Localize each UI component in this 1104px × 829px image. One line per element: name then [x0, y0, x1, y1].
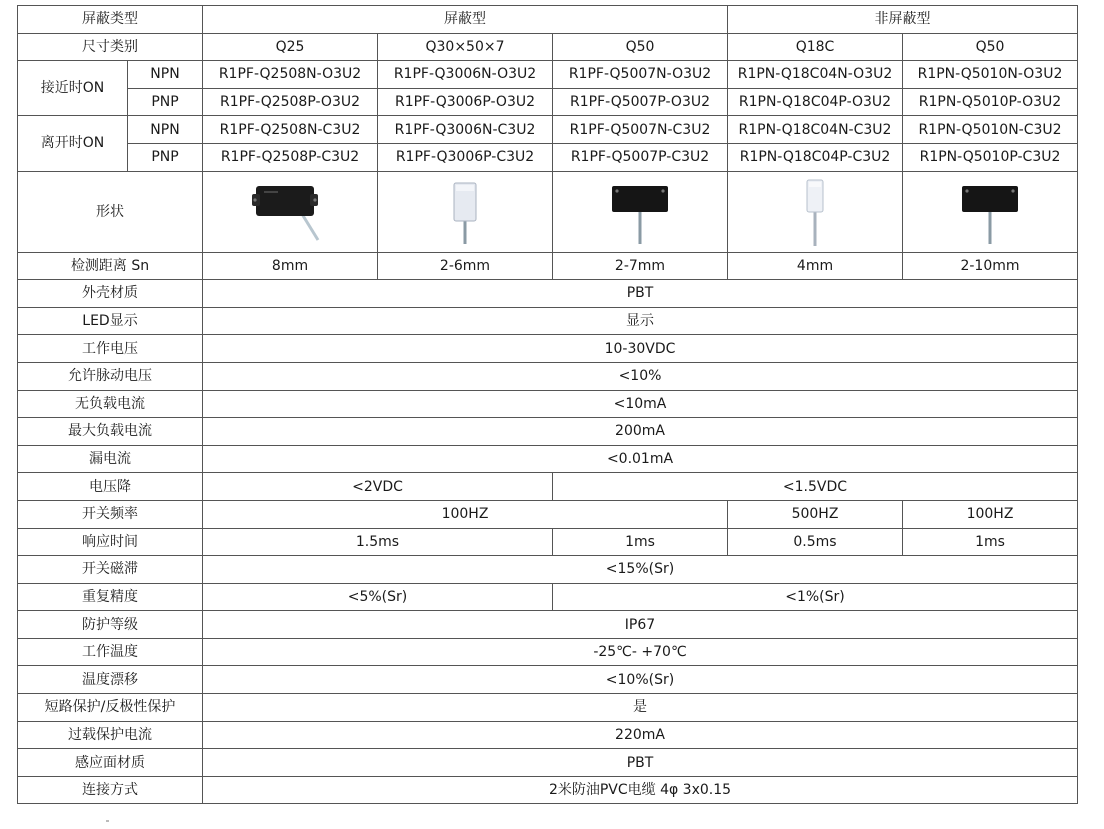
shielded-header: 屏蔽型 [203, 6, 728, 34]
model-cell: R1PF-Q5007N-C3U2 [553, 116, 728, 144]
model-cell: R1PN-Q5010P-C3U2 [903, 143, 1078, 171]
sensor-q30-icon [415, 174, 515, 250]
cell-label: 漏电流 [18, 445, 203, 473]
model-cell: R1PN-Q18C04P-C3U2 [728, 143, 903, 171]
shape-cell [203, 171, 378, 252]
size-cell: Q50 [553, 33, 728, 61]
row-ripple [18, 362, 1078, 390]
value-cell: 1ms [553, 528, 728, 556]
cell-label: 工作温度 [18, 638, 203, 666]
stray-mark [106, 820, 109, 822]
value-cell: 2-10mm [903, 252, 1078, 280]
spec-table-wrapper [17, 5, 1078, 804]
row-shape [18, 171, 1078, 252]
cell-label: 温度漂移 [18, 666, 203, 694]
shape-cell [903, 171, 1078, 252]
row-leak [18, 445, 1078, 473]
shape-label: 形状 [18, 171, 203, 252]
shape-cell [378, 171, 553, 252]
size-cell: Q18C [728, 33, 903, 61]
row-overload [18, 721, 1078, 749]
npn-label: NPN [128, 61, 203, 89]
model-cell: R1PF-Q3006N-C3U2 [378, 116, 553, 144]
model-cell: R1PN-Q5010P-O3U2 [903, 88, 1078, 116]
model-cell: R1PN-Q18C04N-O3U2 [728, 61, 903, 89]
row-drop [18, 473, 1078, 501]
sensor-q50-icon [590, 174, 690, 250]
value-cell: <15%(Sr) [203, 556, 1078, 584]
approach-on-label: 接近时ON [18, 61, 128, 116]
value-cell: 2-7mm [553, 252, 728, 280]
value-cell: <10%(Sr) [203, 666, 1078, 694]
cell-label: 屏蔽类型 [18, 6, 203, 34]
value-cell: 10-30VDC [203, 335, 1078, 363]
cell-label: 最大负载电流 [18, 418, 203, 446]
sensor-q18c-icon [765, 174, 865, 250]
model-cell: R1PF-Q5007P-O3U2 [553, 88, 728, 116]
row-approach-pnp [18, 88, 1078, 116]
value-cell: PBT [203, 749, 1078, 777]
value-cell: 8mm [203, 252, 378, 280]
cell-label: 连接方式 [18, 776, 203, 804]
value-cell: <10mA [203, 390, 1078, 418]
model-cell: R1PF-Q3006N-O3U2 [378, 61, 553, 89]
value-cell: 100HZ [203, 500, 728, 528]
row-size [18, 33, 1078, 61]
cell-label: 无负载电流 [18, 390, 203, 418]
row-response [18, 528, 1078, 556]
row-maxload [18, 418, 1078, 446]
value-cell: 2米防油PVC电缆 4φ 3x0.15 [203, 776, 1078, 804]
cell-label: 响应时间 [18, 528, 203, 556]
model-cell: R1PF-Q5007N-O3U2 [553, 61, 728, 89]
value-cell: 1.5ms [203, 528, 553, 556]
value-cell: <1%(Sr) [553, 583, 1078, 611]
row-face [18, 749, 1078, 777]
row-leave-pnp [18, 143, 1078, 171]
model-cell: R1PF-Q2508P-C3U2 [203, 143, 378, 171]
cell-label: 短路保护/反极性保护 [18, 694, 203, 722]
pnp-label: PNP [128, 88, 203, 116]
row-connection [18, 776, 1078, 804]
row-noload [18, 390, 1078, 418]
cell-label: 外壳材质 [18, 280, 203, 308]
model-cell: R1PF-Q5007P-C3U2 [553, 143, 728, 171]
value-cell: 2-6mm [378, 252, 553, 280]
spec-table [17, 5, 1078, 804]
model-cell: R1PF-Q2508N-O3U2 [203, 61, 378, 89]
size-cell: Q30×50×7 [378, 33, 553, 61]
value-cell: -25℃- +70℃ [203, 638, 1078, 666]
row-protect [18, 694, 1078, 722]
cell-label: 防护等级 [18, 611, 203, 639]
pnp-label: PNP [128, 143, 203, 171]
value-cell: 0.5ms [728, 528, 903, 556]
value-cell: 显示 [203, 307, 1078, 335]
row-approach-npn [18, 61, 1078, 89]
value-cell: 4mm [728, 252, 903, 280]
leave-on-label: 离开时ON [18, 116, 128, 171]
size-cell: Q25 [203, 33, 378, 61]
value-cell: <1.5VDC [553, 473, 1078, 501]
row-drift [18, 666, 1078, 694]
cell-label: 开关频率 [18, 500, 203, 528]
npn-label: NPN [128, 116, 203, 144]
value-cell: 500HZ [728, 500, 903, 528]
cell-label: 工作电压 [18, 335, 203, 363]
cell-label: 开关磁滞 [18, 556, 203, 584]
value-cell: 220mA [203, 721, 1078, 749]
row-leave-npn [18, 116, 1078, 144]
value-cell: <0.01mA [203, 445, 1078, 473]
size-cell: Q50 [903, 33, 1078, 61]
model-cell: R1PF-Q2508N-C3U2 [203, 116, 378, 144]
value-cell: 100HZ [903, 500, 1078, 528]
value-cell: 是 [203, 694, 1078, 722]
row-voltage [18, 335, 1078, 363]
cell-label: 尺寸类别 [18, 33, 203, 61]
value-cell: 200mA [203, 418, 1078, 446]
cell-label: 过载保护电流 [18, 721, 203, 749]
sensor-q50-icon [940, 174, 1040, 250]
cell-label: 感应面材质 [18, 749, 203, 777]
model-cell: R1PF-Q3006P-O3U2 [378, 88, 553, 116]
unshielded-header: 非屏蔽型 [728, 6, 1078, 34]
row-led [18, 307, 1078, 335]
value-cell: <10% [203, 362, 1078, 390]
cell-label: 检测距离 Sn [18, 252, 203, 280]
row-housing [18, 280, 1078, 308]
value-cell: <2VDC [203, 473, 553, 501]
cell-label: LED显示 [18, 307, 203, 335]
value-cell: IP67 [203, 611, 1078, 639]
value-cell: 1ms [903, 528, 1078, 556]
row-ip [18, 611, 1078, 639]
row-repeat [18, 583, 1078, 611]
shape-cell [553, 171, 728, 252]
row-freq [18, 500, 1078, 528]
row-shield-type [18, 6, 1078, 34]
model-cell: R1PN-Q5010N-C3U2 [903, 116, 1078, 144]
cell-label: 允许脉动电压 [18, 362, 203, 390]
model-cell: R1PF-Q2508P-O3U2 [203, 88, 378, 116]
row-distance [18, 252, 1078, 280]
model-cell: R1PN-Q18C04P-O3U2 [728, 88, 903, 116]
sensor-q25-icon [240, 174, 340, 250]
row-temp [18, 638, 1078, 666]
row-hysteresis [18, 556, 1078, 584]
cell-label: 重复精度 [18, 583, 203, 611]
value-cell: <5%(Sr) [203, 583, 553, 611]
value-cell: PBT [203, 280, 1078, 308]
cell-label: 电压降 [18, 473, 203, 501]
model-cell: R1PF-Q3006P-C3U2 [378, 143, 553, 171]
model-cell: R1PN-Q18C04N-C3U2 [728, 116, 903, 144]
model-cell: R1PN-Q5010N-O3U2 [903, 61, 1078, 89]
shape-cell [728, 171, 903, 252]
